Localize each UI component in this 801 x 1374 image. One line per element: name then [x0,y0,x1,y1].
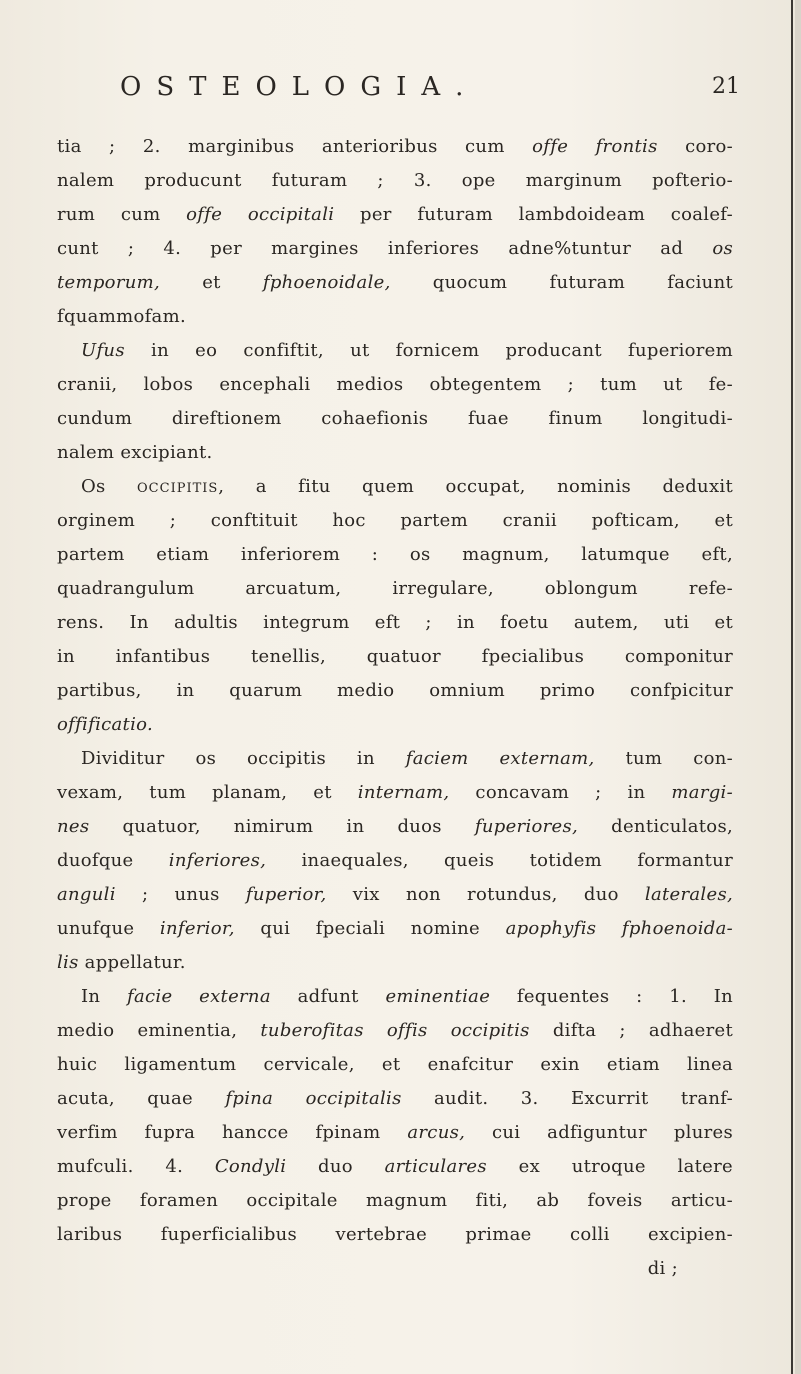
text-segment: ex utroque latere [486,1156,733,1177]
text-line [57,198,733,232]
text-segment: adfunt [270,986,386,1007]
page-edge-line [791,0,793,1374]
text-segment: et [160,272,263,293]
text-line [57,1218,733,1252]
text-line [57,844,733,878]
italic-term: Ufus [81,340,125,361]
text-line [57,232,733,266]
text-line [57,504,733,538]
text-line [57,912,733,946]
text-segment: ; unus [115,884,246,905]
italic-term: articulares [384,1156,487,1177]
italic-term: eminentiae [385,986,491,1007]
italic-term: internam, [357,782,450,803]
text-segment: duo [286,1156,385,1177]
text-segment: cunt ; 4. per margines inferiores adne%tuntur ad [57,238,713,259]
page-edge-shadow [795,0,801,1374]
italic-term: nes [57,816,90,837]
text-line [57,266,733,300]
text-segment: orginem ; conftituit hoc partem cranii pofticam, et [57,510,733,531]
text-segment: quadrangulum arcuatum, irregulare, oblongum refe- [57,578,733,599]
text-line [57,1014,733,1048]
text-segment: cranii, lobos encephali medios obtegentem ; tum ut fe- [57,374,733,395]
text-line [57,878,733,912]
text-segment: rum cum [57,204,187,225]
text-segment: quatuor, nimirum in duos [89,816,475,837]
text-segment: per futuram lambdoideam coalef- [334,204,733,225]
text-segment: medio eminentia, [57,1020,261,1041]
text-segment: Dividitur os occipitis in [81,748,406,769]
text-segment: difta ; adhaeret [529,1020,733,1041]
italic-term: arcus, [407,1122,466,1143]
italic-term: fuperior, [245,884,327,905]
italic-term: faciem externam, [405,748,595,769]
text-segment: appellatur. [78,952,186,973]
text-segment: qui fpeciali nomine [234,918,506,939]
text-line [57,538,733,572]
text-segment: vix non rotundus, duo [326,884,645,905]
text-segment: tia ; 2. marginibus anterioribus cum [57,136,533,157]
text-line [57,1150,733,1184]
text-segment: vexam, tum planam, et [57,782,358,803]
italic-term: temporum, [57,272,161,293]
italic-term: fphoenoidale, [262,272,391,293]
italic-term: inferiores, [168,850,267,871]
italic-term: anguli [57,884,116,905]
text-segment: inaequales, queis totidem formantur [266,850,733,871]
text-segment: verfim fupra hancce fpinam [57,1122,408,1143]
text-line [57,1184,733,1218]
italic-term: margi- [671,782,733,803]
italic-term: Condyli [214,1156,287,1177]
text-line [57,334,733,368]
italic-term: offe frontis [532,136,658,157]
page-header [0,72,801,112]
italic-term: offificatio. [57,714,153,735]
text-line [57,674,733,708]
text-segment: partem etiam inferiorem : os magnum, latumque eft, [57,544,733,565]
text-line [57,300,733,334]
text-segment: concavam ; in [449,782,672,803]
text-line [57,946,733,980]
text-segment: audit. 3. Excurrit tranf- [401,1088,733,1109]
body-text [57,130,733,1286]
text-segment: fquammofam. [57,306,186,327]
text-segment: quocum futuram faciunt [390,272,733,293]
text-segment: huic ligamentum cervicale, et enafcitur exin etiam linea [57,1054,733,1075]
text-line [57,640,733,674]
text-line [57,776,733,810]
italic-term: lis [57,952,79,973]
text-segment: duofque [57,850,169,871]
text-segment: acuta, quae [57,1088,226,1109]
text-line [57,606,733,640]
text-line [57,810,733,844]
text-line [57,470,733,504]
text-line [57,572,733,606]
text-segment: mufculi. 4. [57,1156,215,1177]
text-line [57,742,733,776]
text-line [57,436,733,470]
italic-term: inferior, [159,918,235,939]
text-segment: fequentes : 1. In [490,986,733,1007]
italic-term: offe occipitali [186,204,335,225]
text-line [57,402,733,436]
text-segment: di ; [647,1258,678,1279]
text-line [57,1116,733,1150]
text-segment: , a fitu quem occupat, nominis deduxit [218,476,733,497]
text-segment: nalem excipiant. [57,442,213,463]
page-number: 21 [712,74,740,99]
text-segment: in infantibus tenellis, quatuor fpecialibus componitur [57,646,733,667]
text-segment: denticulatos, [578,816,734,837]
italic-term: laterales, [644,884,733,905]
text-segment: cundum direftionem cohaefionis fuae finum longitudi- [57,408,733,429]
text-line [57,708,733,742]
text-segment: prope foramen occipitale magnum fiti, ab foveis articu- [57,1190,733,1211]
italic-term: facie externa [127,986,271,1007]
text-segment: tum con- [594,748,733,769]
running-title: OSTEOLOGIA. [120,72,479,102]
italic-term: tuberofitas offis occipitis [260,1020,530,1041]
text-segment: in eo confiftit, ut fornicem producant fuperiorem [124,340,733,361]
text-line [57,980,733,1014]
text-segment: cui adfiguntur plures [465,1122,733,1143]
italic-term: fuperiores, [474,816,579,837]
text-segment: In [81,986,128,1007]
text-line [57,164,733,198]
text-line [57,1252,733,1286]
text-segment: partibus, in quarum medio omnium primo confpicitur [57,680,733,701]
text-segment: Os [81,476,138,497]
text-segment: nalem producunt futuram ; 3. ope marginum pofterio- [57,170,733,191]
text-segment: rens. In adultis integrum eft ; in foetu autem, uti et [57,612,733,633]
text-line [57,1048,733,1082]
text-segment: laribus fuperficialibus vertebrae primae colli excipien- [57,1224,733,1245]
italic-term: os [712,238,733,259]
text-segment: coro- [657,136,734,157]
text-segment: unufque [57,918,160,939]
text-line [57,130,733,164]
italic-term: fpina occipitalis [225,1088,402,1109]
italic-term: apophyfis fphoenoida- [505,918,733,939]
text-line [57,368,733,402]
text-line [57,1082,733,1116]
text-segment: occipitis [137,476,219,497]
